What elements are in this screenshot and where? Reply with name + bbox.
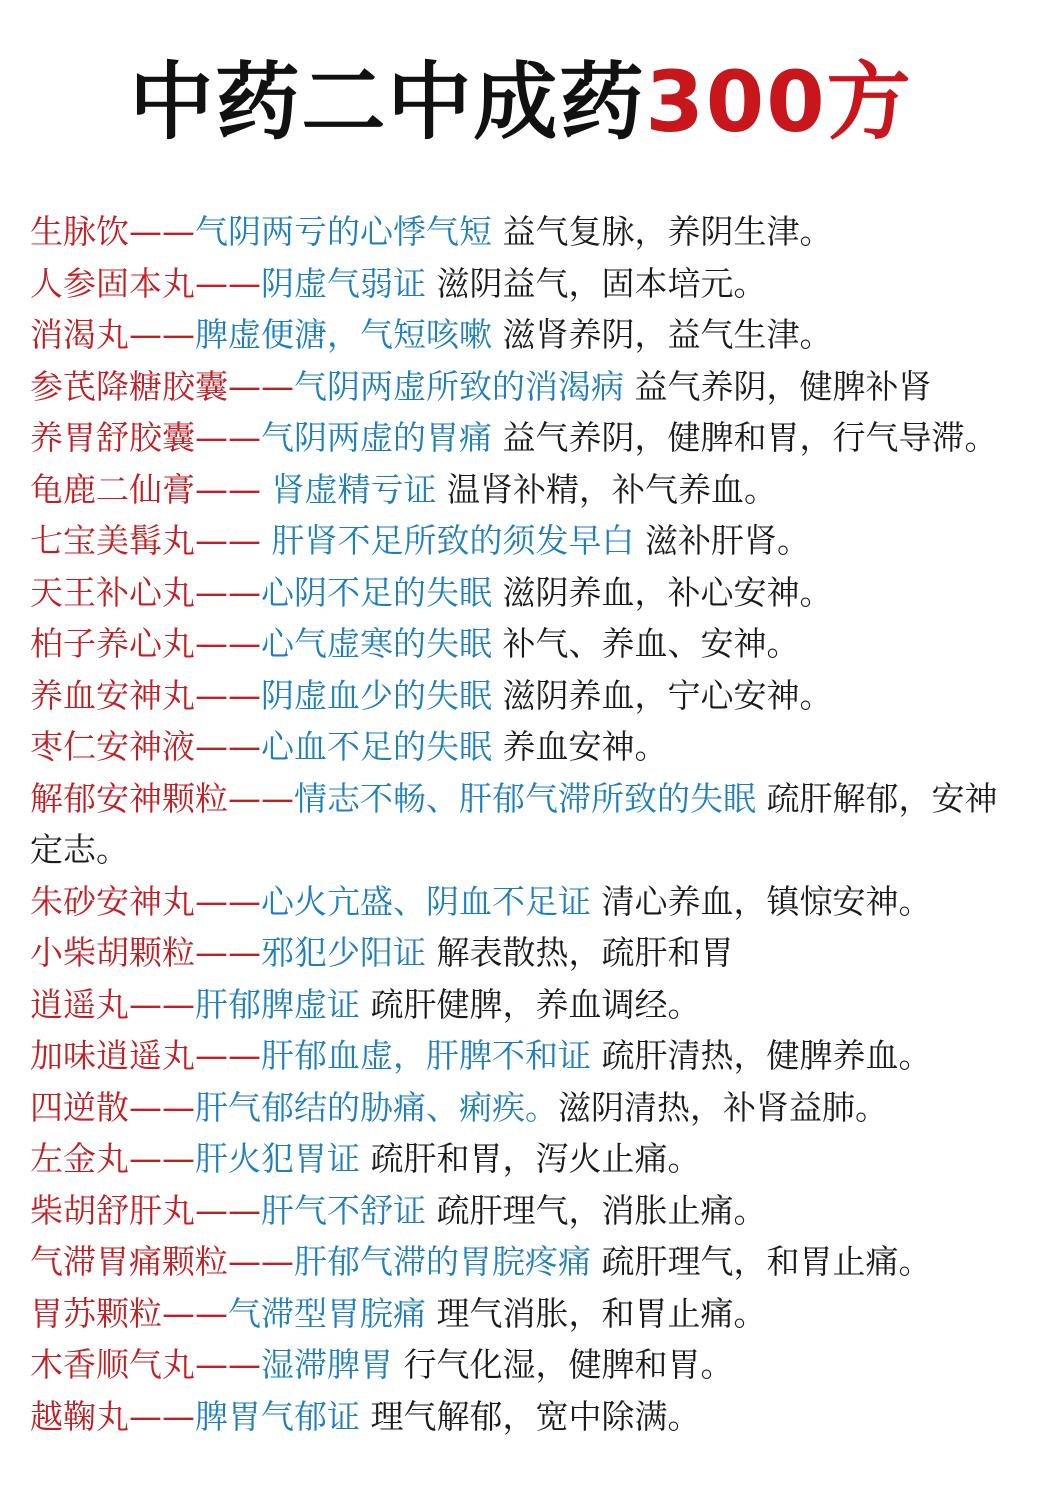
formula-indication: 脾胃气郁证 (195, 1396, 360, 1436)
separator: —— (195, 1345, 261, 1384)
formula-indication: 气阴两虚所致的消渴病 (294, 366, 624, 406)
formula-effect: 滋肾养阴，益气生津。 (502, 315, 833, 354)
formula-effect: 疏肝解郁，安神定志。 (30, 778, 998, 869)
formula-entry (30, 206, 1030, 258)
formula-entry (30, 1185, 1030, 1237)
separator: —— (228, 1242, 294, 1281)
formula-name: 养胃舒胶囊 (30, 418, 195, 457)
separator: —— (195, 521, 272, 560)
formula-effect: 养血安神。 (502, 727, 668, 766)
formula-name: 四逆散 (30, 1087, 129, 1127)
separator: —— (195, 675, 261, 715)
separator: —— (195, 418, 261, 457)
formula-indication: 阴虚血少的失眠 (261, 675, 492, 715)
formula-entry (30, 979, 1030, 1031)
formula-indication: 肝火犯胃证 (195, 1139, 360, 1178)
separator: —— (228, 366, 294, 406)
formula-name: 朱砂安神丸 (30, 881, 195, 921)
formula-effect: 益气复脉，养阴生津。 (502, 212, 833, 251)
formula-entry (30, 1082, 1030, 1134)
formula-name: 逍遥丸 (30, 984, 129, 1024)
separator: —— (195, 624, 261, 663)
separator: —— (129, 1087, 195, 1127)
formula-name: 解郁安神颗粒 (30, 778, 228, 818)
formula-effect: 疏肝理气，消胀止痛。 (436, 1190, 767, 1230)
formula-entry (30, 567, 1030, 619)
formula-indication: 脾虚便溏，气短咳嗽 (195, 315, 492, 354)
separator: —— (162, 1293, 228, 1333)
formula-name: 龟鹿二仙膏 (30, 469, 195, 509)
formula-name: 木香顺气丸 (30, 1345, 195, 1384)
separator: —— (195, 1190, 261, 1230)
formula-indication: 心火亢盛、阴血不足证 (261, 881, 591, 921)
formula-effect: 疏肝理气，和胃止痛。 (601, 1242, 932, 1281)
formula-indication: 心阴不足的失眠 (261, 572, 492, 612)
formula-entry (30, 1339, 1030, 1391)
formula-name: 气滞胃痛颗粒 (30, 1242, 228, 1281)
formula-entry (30, 1236, 1030, 1288)
separator: —— (129, 1396, 195, 1436)
formula-indication: 肾虚精亏证 (271, 469, 437, 509)
formula-indication: 肝气不舒证 (261, 1190, 426, 1230)
formula-entry (30, 412, 1030, 464)
formula-entry (30, 773, 1030, 876)
formula-effect: 滋阴益气，固本培元。 (436, 263, 767, 303)
formula-name: 加味逍遥丸 (30, 1036, 195, 1075)
formula-name: 柴胡舒肝丸 (30, 1190, 195, 1230)
separator: —— (129, 315, 195, 354)
formula-entry (30, 1288, 1030, 1340)
formula-name: 小柴胡颗粒 (30, 933, 195, 972)
formula-entry (30, 515, 1030, 567)
formula-entry (30, 464, 1030, 516)
formula-indication: 心血不足的失眠 (261, 727, 492, 766)
formula-effect: 理气解郁，宽中除满。 (370, 1396, 701, 1436)
formula-indication: 湿滞脾胃 (261, 1345, 393, 1384)
separator: —— (129, 1139, 195, 1178)
formula-name: 左金丸 (30, 1139, 129, 1178)
formula-effect: 疏肝清热，健脾养血。 (601, 1036, 932, 1075)
formula-effect: 益气养阴，健脾和胃，行气导滞。 (502, 418, 998, 457)
formula-effect: 滋补肝肾。 (645, 521, 810, 560)
formula-entry (30, 721, 1030, 773)
formula-name: 越鞠丸 (30, 1396, 129, 1436)
formula-effect: 清心养血，镇惊安神。 (601, 881, 932, 921)
separator: —— (195, 469, 272, 509)
formula-entry (30, 927, 1030, 979)
separator: —— (195, 1036, 261, 1075)
formula-name: 胃苏颗粒 (30, 1293, 162, 1333)
formula-entry (30, 670, 1030, 722)
formula-indication: 情志不畅、肝郁气滞所致的失眠 (294, 778, 756, 818)
formula-indication: 肝郁血虚，肝脾不和证 (261, 1036, 591, 1075)
formula-indication: 肝郁气滞的胃脘疼痛 (294, 1242, 591, 1281)
formula-entry (30, 618, 1030, 670)
formula-indication: 邪犯少阳证 (261, 933, 426, 972)
formula-effect: 疏肝和胃，泻火止痛。 (370, 1139, 701, 1178)
title-accent: 300方 (645, 53, 913, 151)
separator: —— (228, 778, 294, 818)
formula-name: 人参固本丸 (30, 263, 195, 303)
formula-indication: 气滞型胃脘痛 (228, 1293, 426, 1333)
formula-name: 生脉饮 (30, 212, 129, 251)
formula-entry (30, 876, 1030, 928)
formula-effect: 益气养阴，健脾补肾 (634, 366, 932, 406)
formula-list (30, 206, 1030, 1442)
formula-name: 天王补心丸 (30, 572, 195, 612)
formula-effect: 行气化湿，健脾和胃。 (403, 1345, 734, 1384)
formula-effect: 滋阴养血，宁心安神。 (502, 675, 833, 715)
page-title (0, 52, 1042, 152)
formula-indication: 气阴两亏的心悸气短 (195, 212, 492, 251)
formula-effect: 疏肝健脾，养血调经。 (370, 984, 701, 1024)
formula-name: 柏子养心丸 (30, 624, 195, 663)
formula-effect: 补气、养血、安神。 (502, 624, 800, 663)
formula-entry (30, 1030, 1030, 1082)
formula-indication: 肝肾不足所致的须发早白 (271, 521, 635, 560)
separator: —— (195, 263, 261, 303)
separator: —— (129, 212, 195, 251)
formula-entry (30, 309, 1030, 361)
formula-indication: 肝气郁结的胁痛、痢疾。 (195, 1087, 558, 1127)
formula-name: 枣仁安神液 (30, 727, 195, 766)
title-main: 中药二中成药 (129, 53, 646, 151)
formula-entry (30, 1133, 1030, 1185)
formula-indication: 肝郁脾虚证 (195, 984, 360, 1024)
formula-effect: 滋阴养血，补心安神。 (502, 572, 833, 612)
formula-entry (30, 361, 1030, 413)
formula-indication: 心气虚寒的失眠 (261, 624, 492, 663)
separator: —— (129, 984, 195, 1024)
formula-effect: 温肾补精，补气养血。 (447, 469, 777, 509)
formula-name: 七宝美髯丸 (30, 521, 195, 560)
formula-effect: 滋阴清热，补肾益肺。 (558, 1087, 888, 1127)
separator: —— (195, 881, 261, 921)
formula-effect: 理气消胀，和胃止痛。 (436, 1293, 767, 1333)
formula-entry (30, 258, 1030, 310)
separator: —— (195, 933, 261, 972)
formula-indication: 阴虚气弱证 (261, 263, 426, 303)
formula-effect: 解表散热，疏肝和胃 (436, 933, 734, 972)
formula-indication: 气阴两虚的胃痛 (261, 418, 492, 457)
formula-name: 参芪降糖胶囊 (30, 366, 228, 406)
formula-entry (30, 1391, 1030, 1443)
formula-name: 消渴丸 (30, 315, 129, 354)
formula-name: 养血安神丸 (30, 675, 195, 715)
separator: —— (195, 572, 261, 612)
separator: —— (195, 727, 261, 766)
